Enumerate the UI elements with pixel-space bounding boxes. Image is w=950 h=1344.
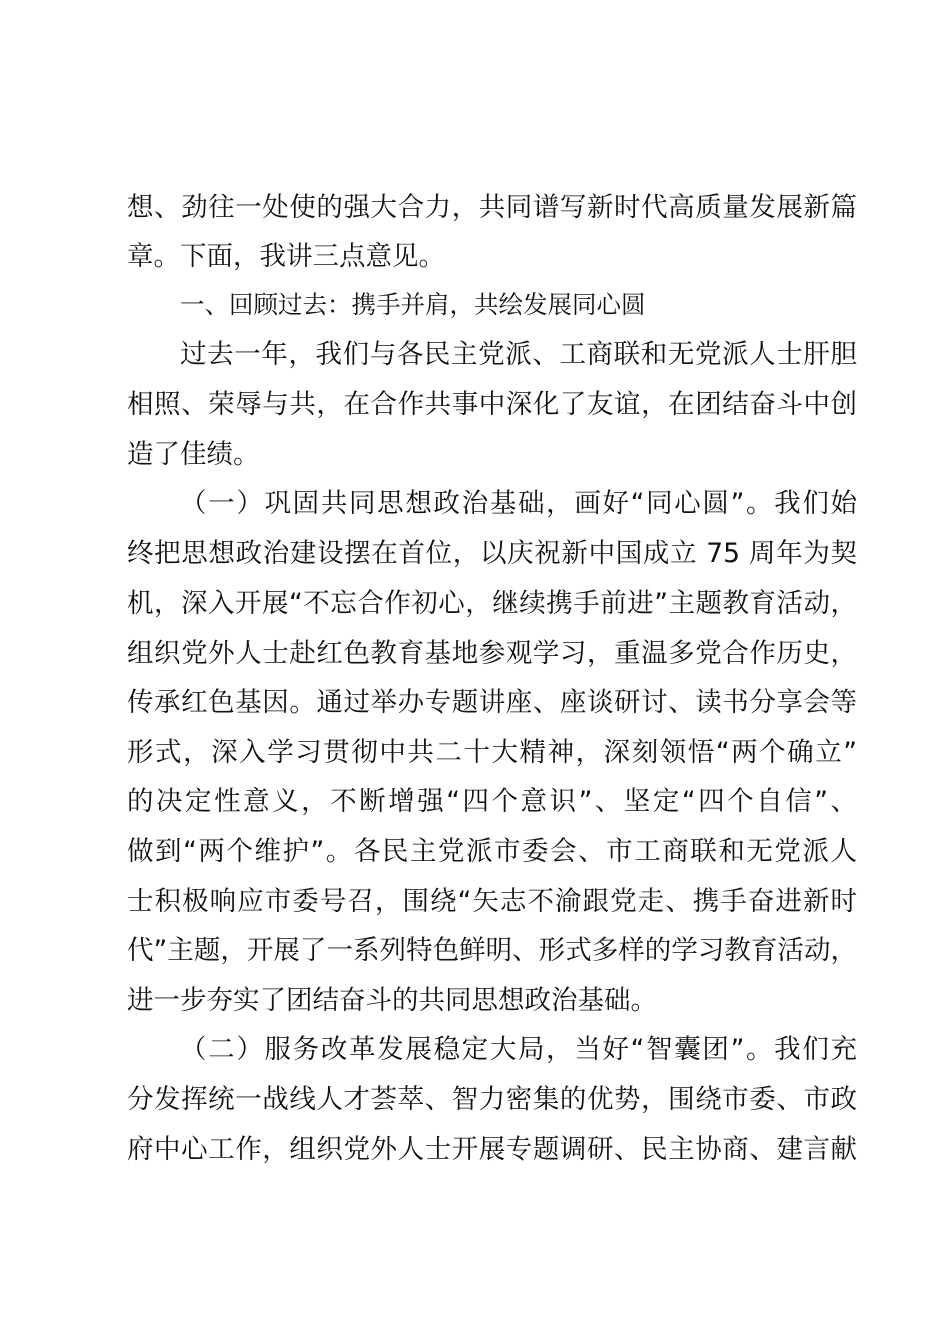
body-line: 章。下面，我讲三点意见。: [127, 241, 445, 272]
body-line: 组织党外人士赴红色教育基地参观学习，重温多党合作历史，: [127, 638, 857, 669]
body-line: 的决定性意义，不断增强“四个意识”、坚定“四个自信”、: [127, 786, 857, 817]
body-line: 进一步夯实了团结奋斗的共同思想政治基础。: [127, 985, 657, 1016]
body-line: 相照、荣辱与共，在合作共事中深化了友谊，在团结奋斗中创: [127, 389, 857, 420]
body-line: 造了佳绩。: [127, 439, 260, 470]
paragraph-first-line: 过去一年，我们与各民主党派、工商联和无党派人士肝胆: [180, 339, 857, 370]
paragraph-first-line: （二）服务改革发展稳定大局，当好“智囊团”。我们充: [180, 1034, 857, 1065]
section-heading: 一、回顾过去：携手并肩，共绘发展同心圆: [180, 290, 646, 319]
body-line: 府中心工作，组织党外人士开展专题调研、民主协商、建言献: [127, 1134, 857, 1165]
body-line: 机，深入开展“不忘合作初心，继续携手前进”主题教育活动，: [127, 588, 857, 619]
body-line: 终把思想政治建设摆在首位，以庆祝新中国成立 75 周年为契: [127, 538, 857, 569]
body-line: 做到“两个维护”。各民主党派市委会、市工商联和无党派人: [127, 836, 857, 867]
paragraph-first-line: （一）巩固共同思想政治基础，画好“同心圆”。我们始: [180, 488, 857, 519]
body-line: 分发挥统一战线人才荟萃、智力密集的优势，围绕市委、市政: [127, 1084, 857, 1115]
body-line: 形式，深入学习贯彻中共二十大精神，深刻领悟“两个确立”: [127, 737, 857, 768]
body-line: 代”主题，开展了一系列特色鲜明、形式多样的学习教育活动，: [127, 935, 857, 966]
body-line: 士积极响应市委号召，围绕“矢志不渝跟党走、携手奋进新时: [127, 886, 857, 917]
body-line: 传承红色基因。通过举办专题讲座、座谈研讨、读书分享会等: [127, 687, 857, 718]
body-line: 想、劲往一处使的强大合力，共同谱写新时代高质量发展新篇: [127, 192, 857, 223]
